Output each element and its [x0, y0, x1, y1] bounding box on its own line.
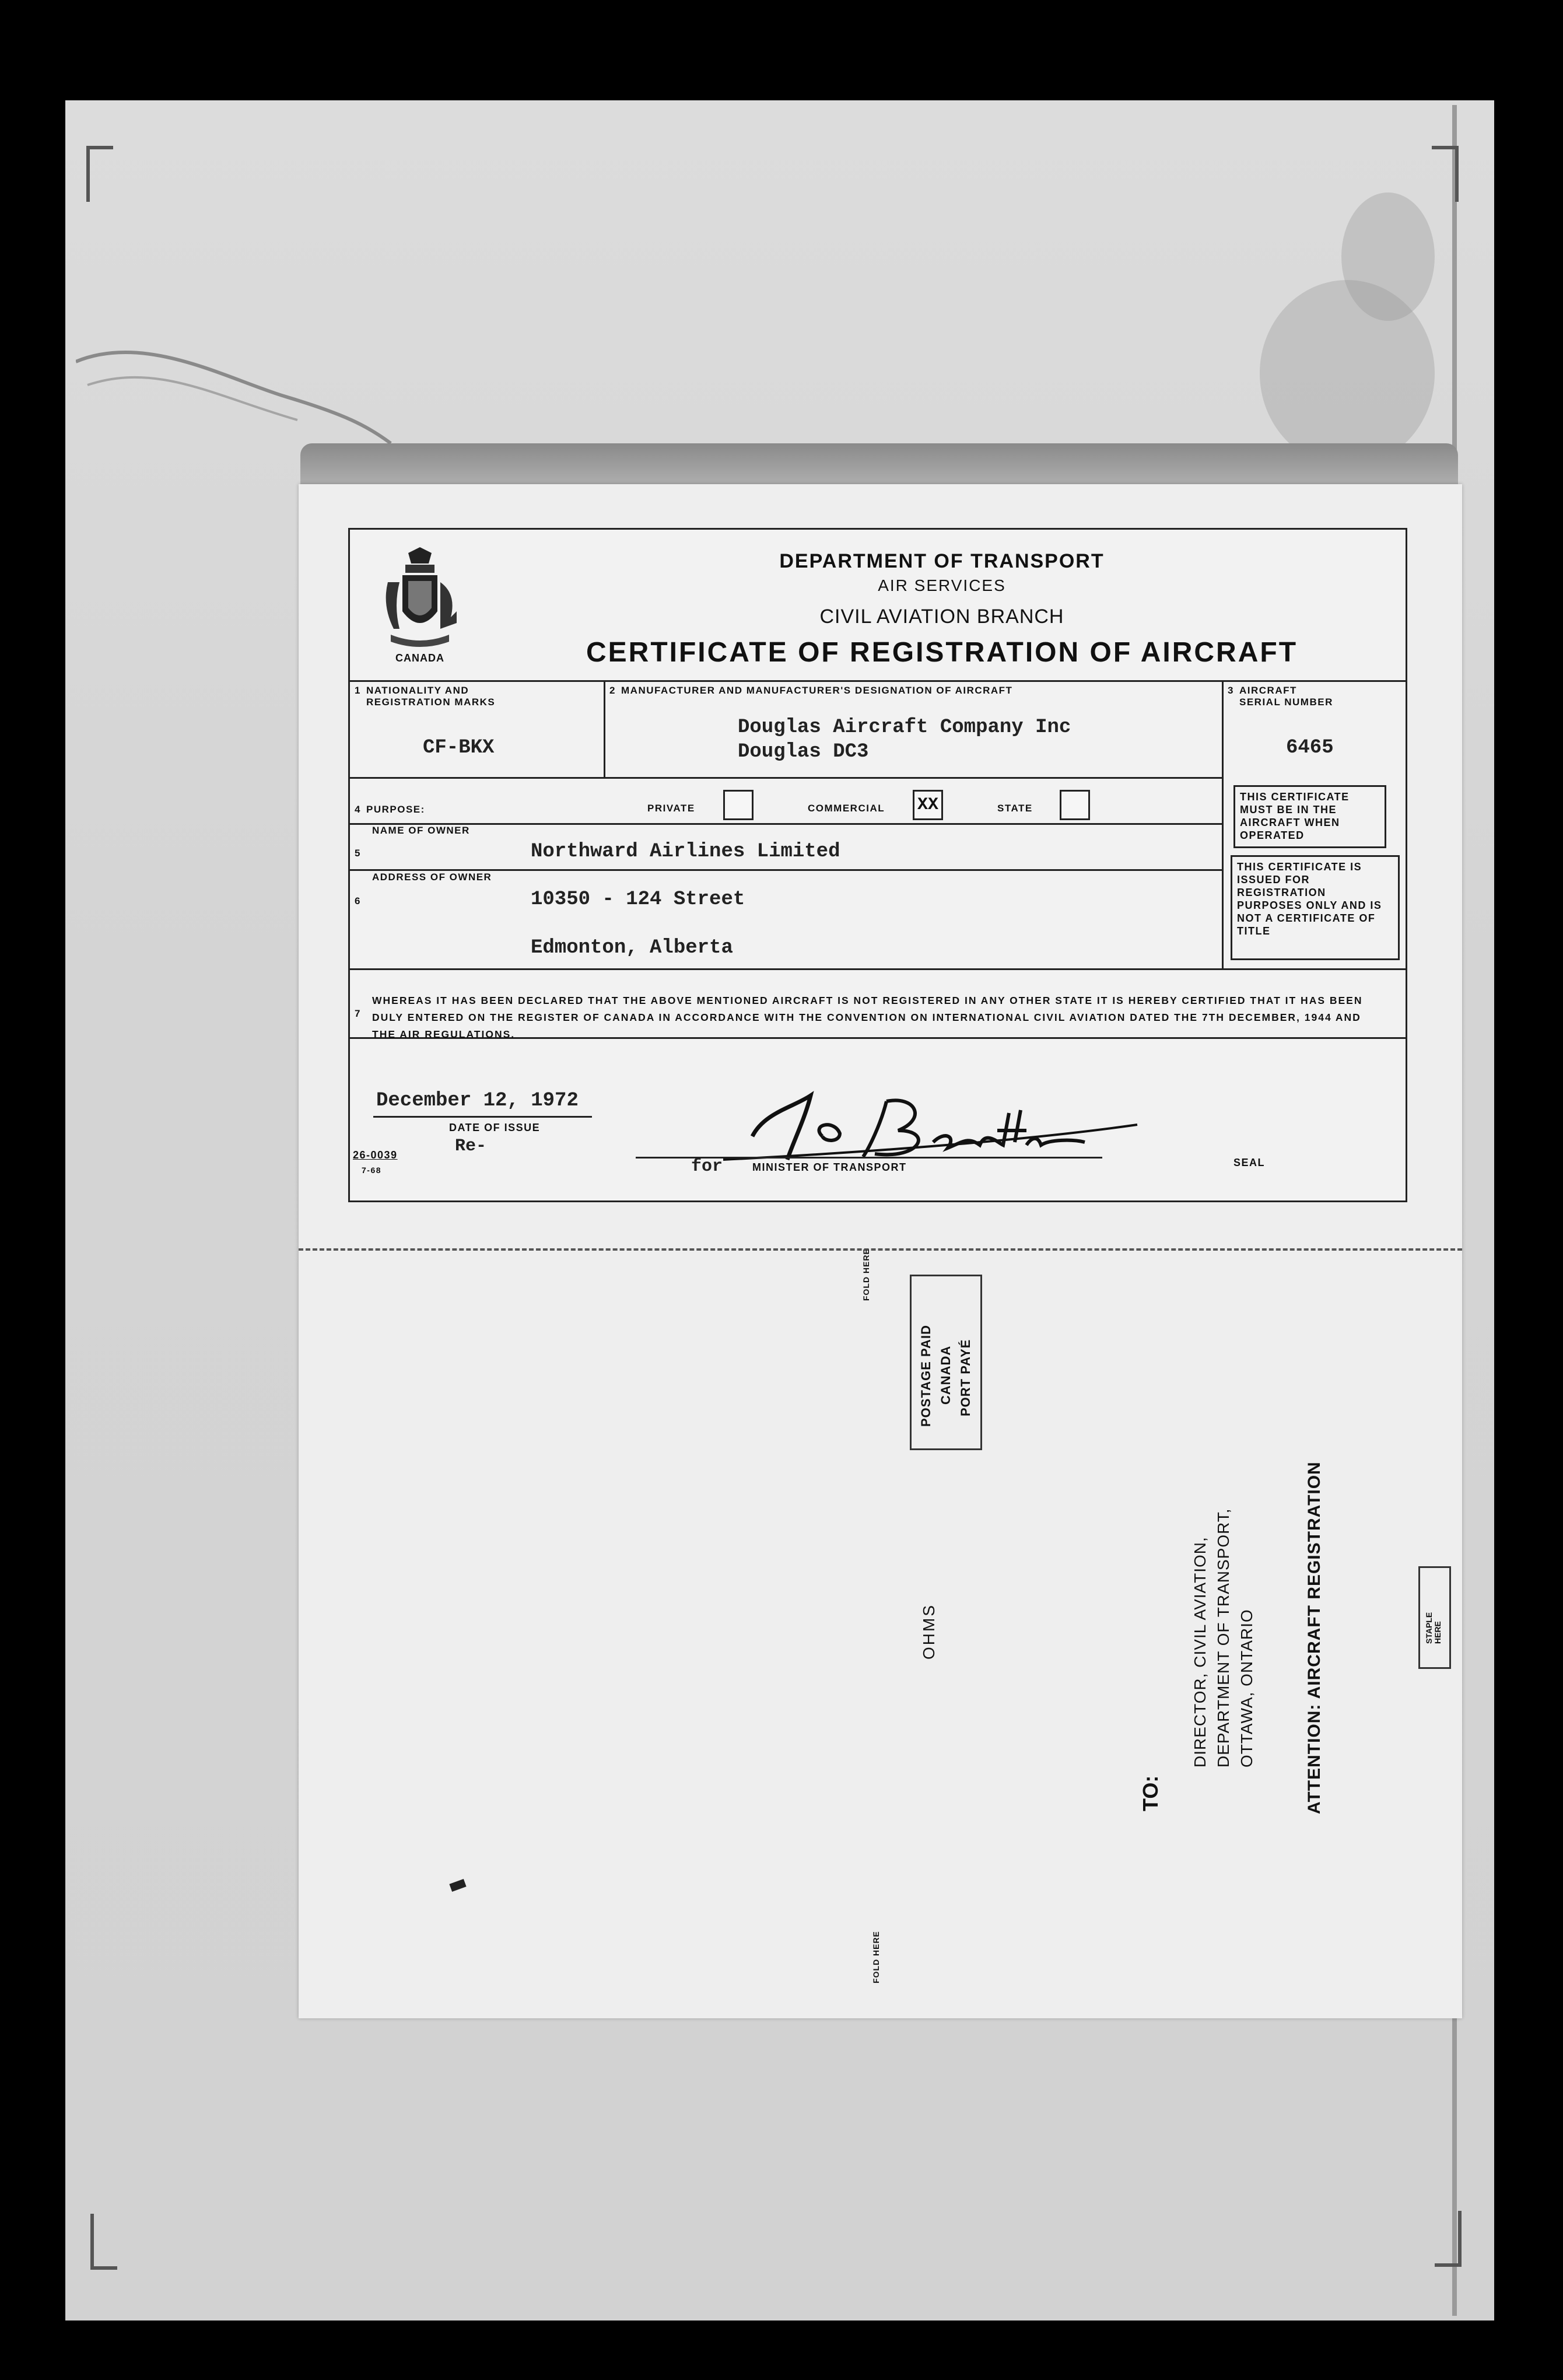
- field-7-number: 7: [355, 1008, 361, 1019]
- serial-number-value: 6465: [1286, 737, 1334, 759]
- issue-date: December 12, 1972: [376, 1090, 579, 1112]
- postage-paid-indicia: [910, 1275, 982, 1450]
- postage-line-2: CANADA: [938, 1345, 953, 1405]
- form-date: 7-68: [362, 1166, 382, 1175]
- state-label: STATE: [997, 803, 1033, 814]
- branch-heading: CIVIL AVIATION BRANCH: [819, 606, 1064, 628]
- field-2-number: 2: [609, 685, 616, 696]
- declaration-text: WHEREAS IT HAS BEEN DECLARED THAT THE ABOVE MENTIONED AIRCRAFT IS NOT REGISTERED IN ANY OTHER STATE IT IS HEREBY CERTIFIED THAT IT HAS BEEN DULY ENTERED ON THE REGISTER OF CANADA IN ACCORDANCE WITH THE CONVENTION ON INTERNATIONAL CIVIL AVIATION DATED THE 7TH DECEMBER, 1944 AND THE AIR REGULATIONS.: [372, 995, 1363, 1040]
- title-notice: THIS CERTIFICATE IS ISSUED FOR REGISTRATION PURPOSES ONLY AND IS NOT A CERTIFICATE OF TITLE: [1231, 855, 1400, 960]
- divider: [604, 680, 605, 777]
- field-1-number: 1: [355, 685, 361, 696]
- attention-line: ATTENTION: AIRCRAFT REGISTRATION: [1305, 1461, 1324, 1814]
- owner-address-line-2: Edmonton, Alberta: [531, 937, 733, 959]
- date-of-issue-label: DATE OF ISSUE: [449, 1122, 541, 1133]
- carry-notice: THIS CERTIFICATE MUST BE IN THE AIRCRAFT WHEN OPERATED: [1233, 785, 1386, 848]
- field-3-number: 3: [1228, 685, 1234, 696]
- owner-name-value: Northward Airlines Limited: [531, 841, 840, 863]
- owner-address-label: ADDRESS OF OWNER: [372, 872, 492, 883]
- to-label: TO:: [1138, 1775, 1162, 1811]
- ohms-mark: OHMS: [920, 1604, 938, 1660]
- paper-stain: [1341, 192, 1435, 321]
- commercial-label: COMMERCIAL: [808, 803, 885, 814]
- for-mark: for: [691, 1157, 723, 1177]
- address-line-2: DEPARTMENT OF TRANSPORT,: [1214, 1508, 1232, 1768]
- minister-label: MINISTER OF TRANSPORT: [752, 1161, 907, 1173]
- address-line-1: DIRECTOR, CIVIL AVIATION,: [1191, 1536, 1209, 1768]
- private-label: PRIVATE: [647, 803, 695, 814]
- fold-line: [299, 1248, 1462, 1251]
- purpose-label: PURPOSE:: [366, 804, 425, 815]
- commercial-checkbox: XX: [913, 790, 943, 820]
- postage-line-3: PORT PAYÉ: [958, 1339, 973, 1416]
- registration-marks-label: NATIONALITY AND REGISTRATION MARKS: [366, 685, 496, 708]
- form-number: 26-0039: [353, 1149, 398, 1161]
- field-6-number: 6: [355, 895, 361, 907]
- paper-crease: [76, 327, 402, 443]
- divider: [350, 680, 1406, 682]
- fold-here-top: FOLD HERE: [861, 1248, 871, 1301]
- minister-signature: [723, 1090, 1143, 1166]
- staple-here-box: [1418, 1566, 1451, 1669]
- fold-here-bottom: FOLD HERE: [871, 1931, 881, 1983]
- owner-address-line-1: 10350 - 124 Street: [531, 888, 745, 911]
- crest-caption: CANADA: [395, 652, 444, 664]
- postage-line-1: POSTAGE PAID: [919, 1325, 933, 1427]
- field-4-number: 4: [355, 804, 361, 815]
- divider: [1222, 680, 1224, 968]
- crop-mark-bottom-right: [1435, 2211, 1462, 2267]
- aircraft-designation-value: Douglas DC3: [738, 741, 869, 763]
- field-5-number: 5: [355, 848, 361, 859]
- issue-date-underline: [373, 1116, 592, 1118]
- crop-mark-top-left: [86, 146, 113, 202]
- divider: [350, 777, 1222, 779]
- divider: [350, 869, 1222, 871]
- signature-line: [636, 1157, 1102, 1158]
- manufacturer-label: MANUFACTURER AND MANUFACTURER'S DESIGNATION OF AIRCRAFT: [621, 685, 1013, 696]
- crop-mark-top-right: [1432, 146, 1459, 202]
- services-heading: AIR SERVICES: [878, 576, 1006, 594]
- certificate-sheet: [299, 484, 1462, 2018]
- crop-mark-bottom-left: [90, 2214, 117, 2270]
- ink-speck: [449, 1879, 466, 1892]
- address-line-3: OTTAWA, ONTARIO: [1238, 1609, 1256, 1768]
- certificate-form: [348, 528, 1407, 1202]
- divider: [350, 968, 1406, 970]
- department-heading: DEPARTMENT OF TRANSPORT: [779, 550, 1105, 572]
- private-checkbox: [723, 790, 754, 820]
- reissue-mark: Re-: [455, 1136, 487, 1156]
- certificate-title: CERTIFICATE OF REGISTRATION OF AIRCRAFT: [586, 637, 1298, 668]
- divider: [350, 823, 1222, 825]
- manufacturer-value: Douglas Aircraft Company Inc: [738, 716, 1071, 738]
- signature-text: [875, 1113, 877, 1114]
- state-checkbox: [1060, 790, 1090, 820]
- registration-marks-value: CF-BKX: [423, 737, 495, 759]
- seal-label: SEAL: [1233, 1157, 1266, 1168]
- staple-here-label: STAPLE HERE: [1424, 1612, 1442, 1644]
- serial-number-label: AIRCRAFT SERIAL NUMBER: [1239, 685, 1333, 708]
- owner-name-label: NAME OF OWNER: [372, 825, 470, 836]
